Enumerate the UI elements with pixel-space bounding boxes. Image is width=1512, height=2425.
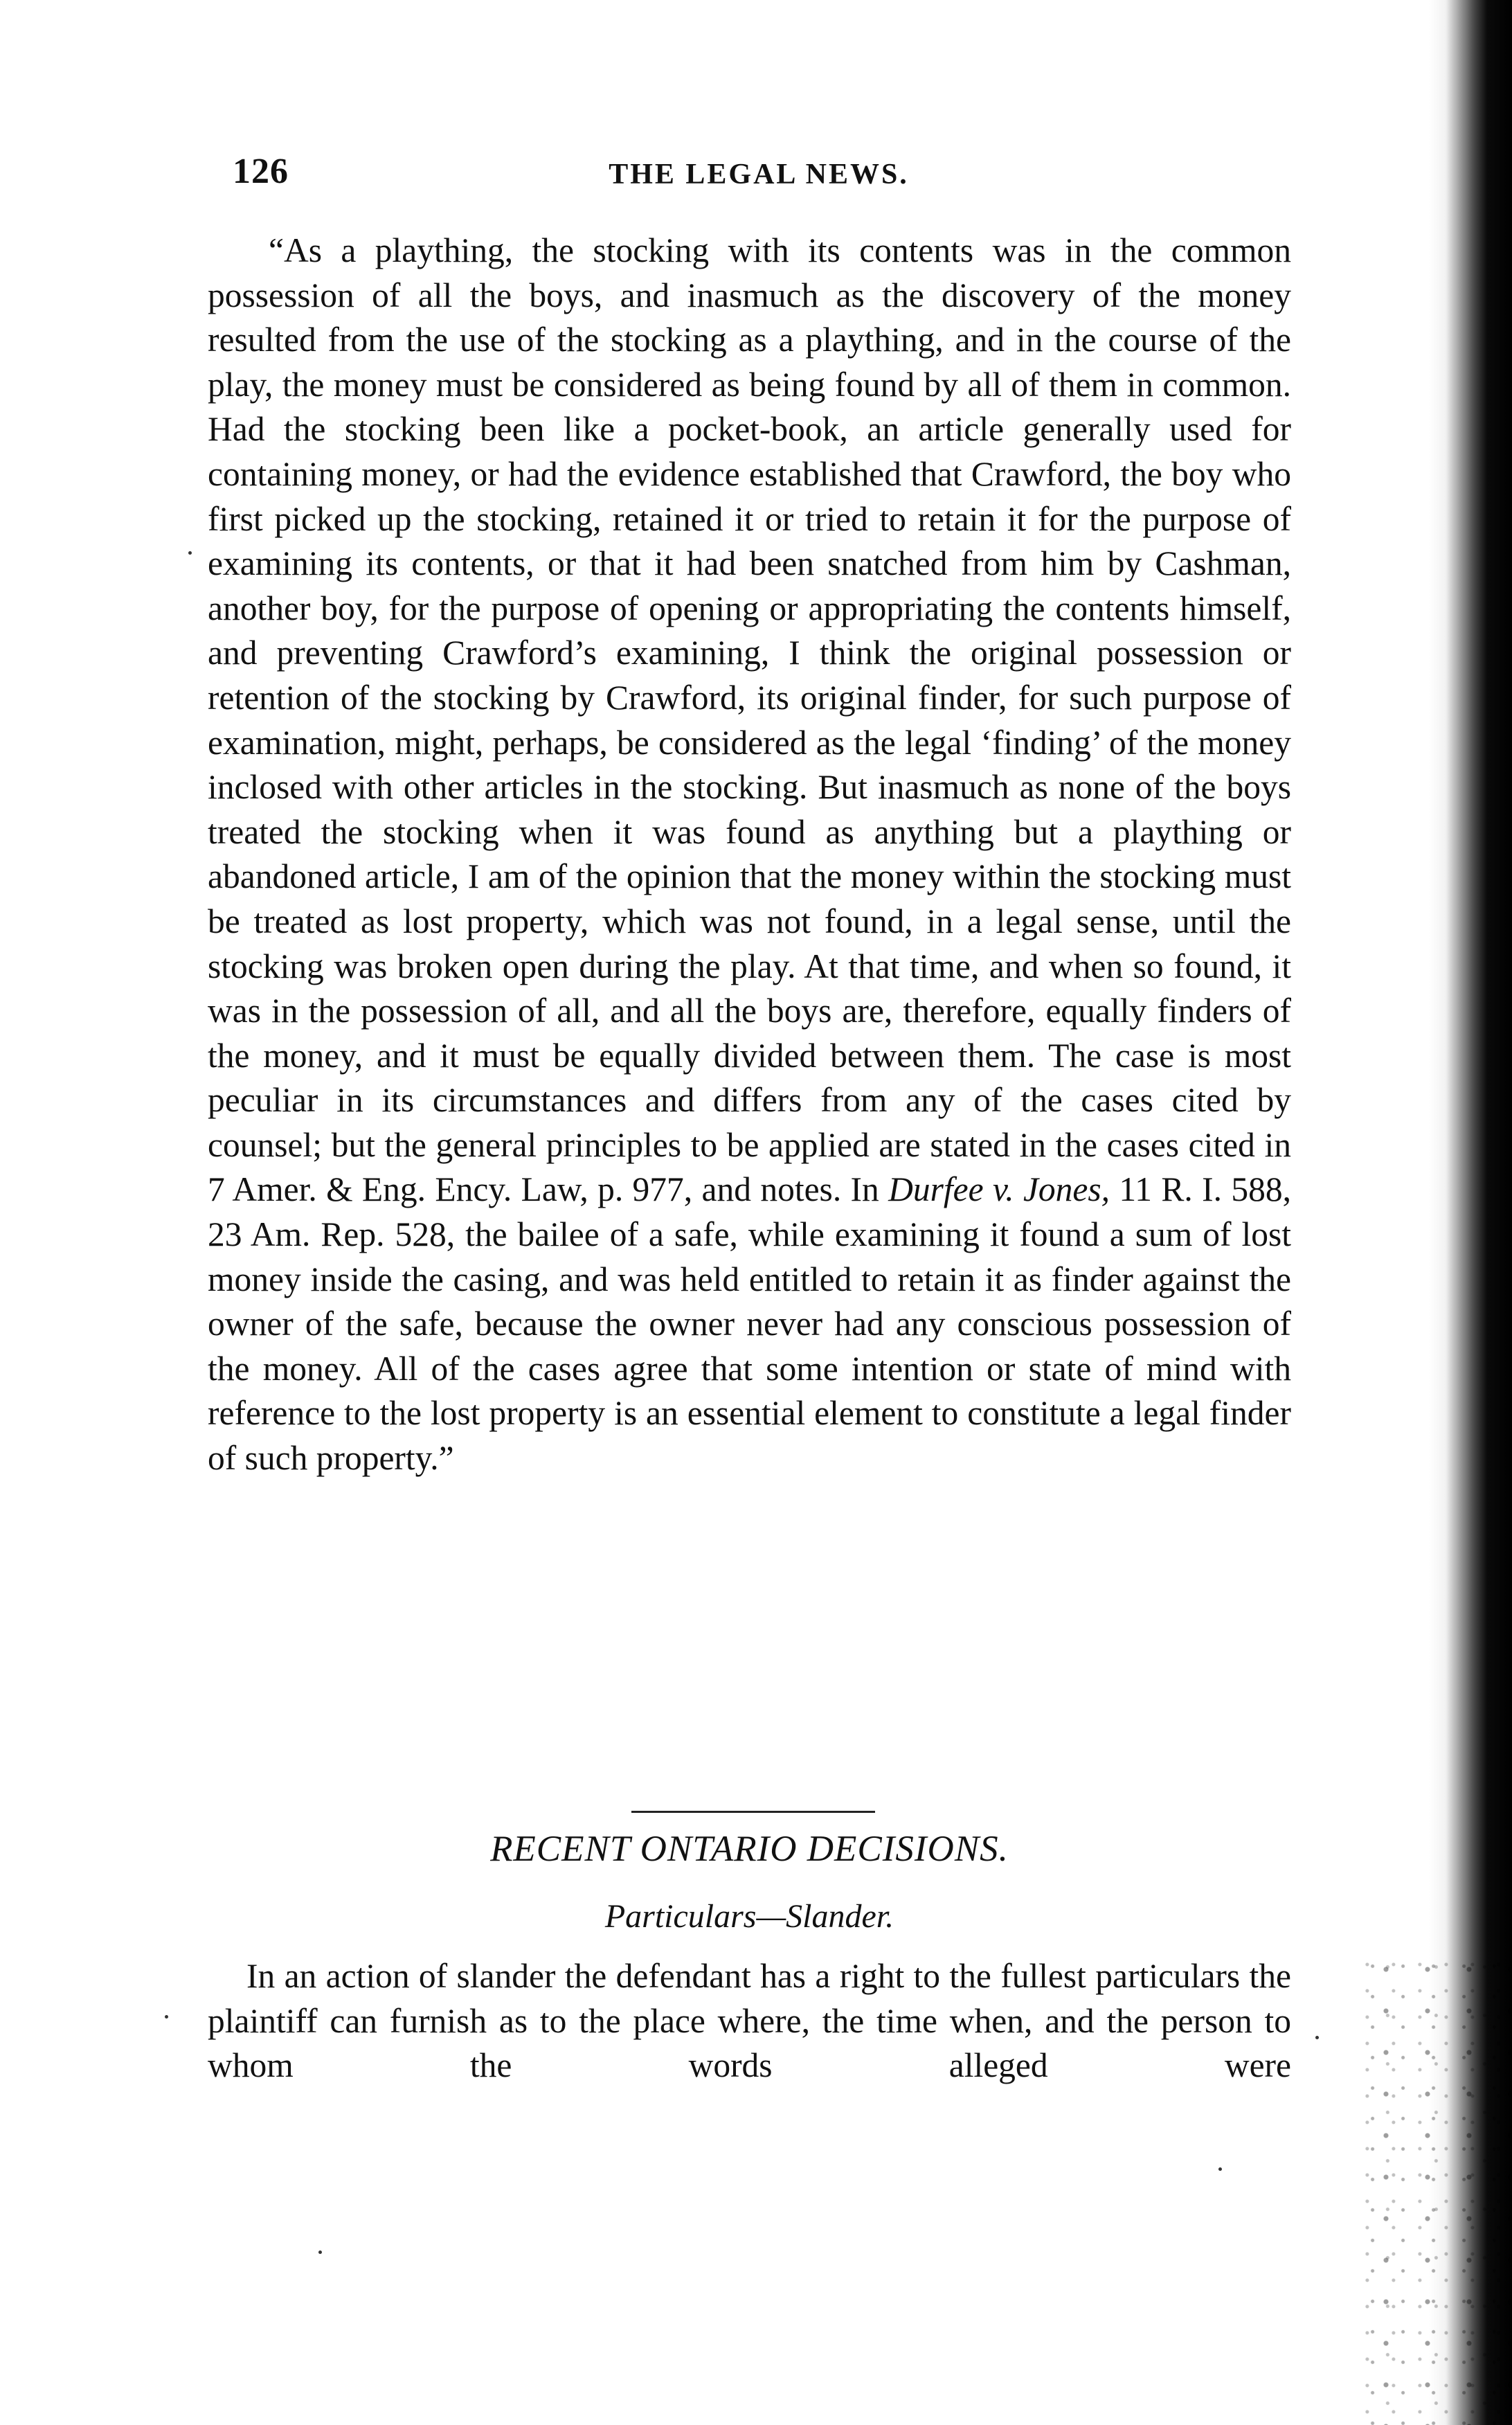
paragraph-text: “As a plaything, the stocking with its contents was in the common possession of all the boys, and inasmuch as the discovery of the money resulted from the use of the stocking as a plaything, and in the course of the play, the money must be considered as being found by all of them in common. Had the stocking been like a pocket-book, an article generally used for containing money, or had the evidence established that Crawford, the boy who first picked up the stocking, retained it or tried to retain it for the purpose of examining its contents, or that it had been snatched from him by Cashman, another boy, for the purpose of opening or appropriating the contents himself, and preventing Crawford’s examining, I think the original possession or retention of the stocking by Crawford, its original finder, for such purpose of examination, might, perhaps, be considered as the legal ‘finding’ of the money inclosed with other articles in the stocking. But inasmuch as none of the boys treated the stocking when it was found as anything but a plaything or abandoned article, I am of the opinion that the money within the stocking must be treated as lost property, which was not found, in a legal sense, until the stocking was broken open during the play. At that time, and when so found, it was in the possession of all, and all the boys are, therefore, equally finders of the money, and it must be equally divided between them. The case is most peculiar in its circumstances and differs from any of the cases cited by counsel; but the general principles to be applied are stated in the cases cited in 7 Amer. & Eng. Ency. Law, p. 977, and notes. In (208, 231, 1291, 1209)
paragraph-text-continued: 11 R. I. 588, 23 Am. Rep. 528, the bailee of a safe, while examining it found a sum of lost money inside the casing, and was held entitled to retain it as finder against the owner of the safe, because the owner never had any conscious possession of the money. All of the cases agree that some intention or state of mind with reference to the lost property is an essential element to constitute a legal finder of such property.” (208, 1170, 1291, 1478)
print-speck (1218, 2167, 1222, 2171)
print-speck (318, 2250, 322, 2254)
case-name: Durfee v. Jones, (888, 1170, 1110, 1209)
print-speck (165, 2015, 168, 2019)
slander-paragraph: In an action of slander the defendant has a right to the fullest particulars the plaintiff can furnish as to the place where, the time when, and the person to whom the words alleged were (208, 1957, 1291, 2085)
section-divider (631, 1811, 875, 1813)
page-number: 126 (233, 152, 289, 191)
section-heading: RECENT ONTARIO DECISIONS. (490, 1829, 1009, 1869)
running-title: THE LEGAL NEWS. (609, 159, 909, 190)
subheading: Particulars—Slander. (604, 1898, 894, 1935)
binding-speckle (1353, 1940, 1512, 2425)
page-header (233, 151, 1285, 206)
print-speck (188, 551, 192, 555)
quoted-opinion-paragraph (208, 229, 1291, 1481)
print-speck (1315, 2036, 1319, 2039)
